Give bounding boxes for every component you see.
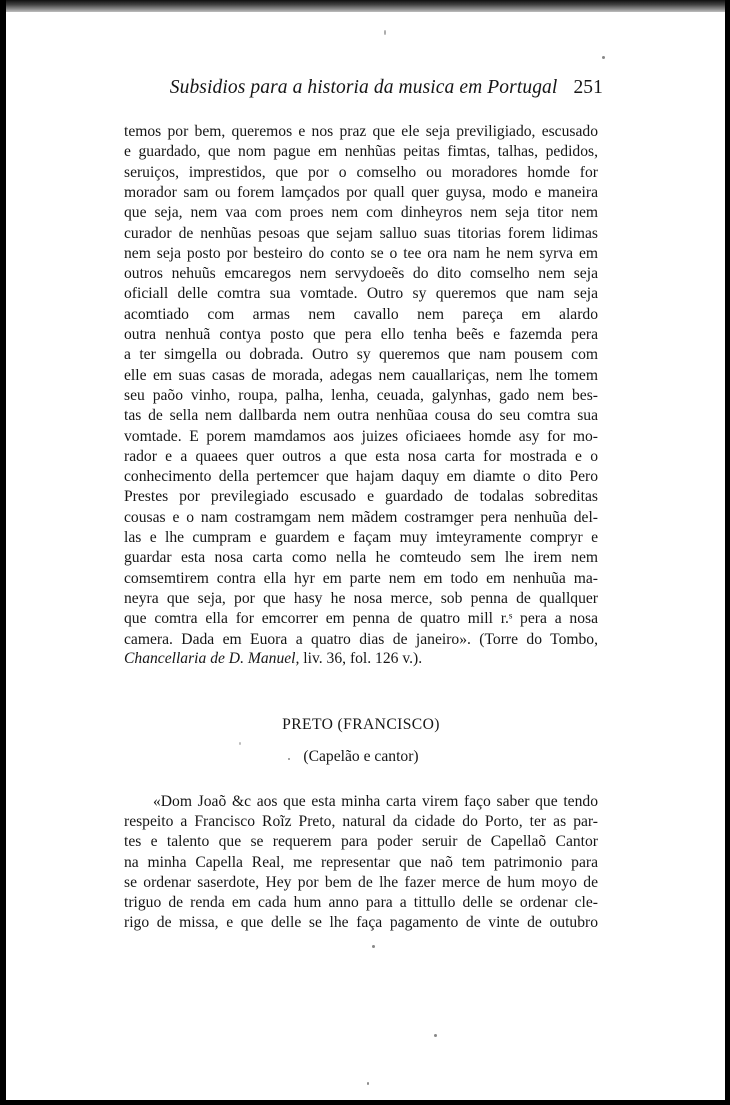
- text-line: temos por bem, queremos e nos praz que ele seja previligiado, escusado: [124, 123, 598, 140]
- text-line: outra nenhuã contya posto que pera ello tenha beẽs e fazemda pera: [124, 326, 598, 343]
- entry-heading: PRETO (FRANCISCO): [282, 716, 440, 733]
- text-line: tas de sella nem dallbarda nem outra nenhũaa cousa do seu comtra sua: [124, 407, 598, 425]
- text-line: camera. Dada em Euora a quatro dias de janeiro». (Torre do Tombo,: [124, 630, 598, 648]
- text-line: seu paõo vinho, roupa, palha, lenha, ceuada, galynhas, gado nem bes-: [124, 386, 598, 404]
- scan-top-edge: [6, 0, 725, 12]
- text-line: na minha Capella Real, me representar que naõ tem patrimonio para: [124, 853, 598, 871]
- text-line: neyra que seja, por que hasy he nosa merce, sob penna de quallquer: [124, 589, 598, 607]
- scan-speck: [434, 1034, 437, 1037]
- page-number: 251: [573, 77, 603, 98]
- text-line: se ordenar saserdote, Hey por bem de lhe fazer merce de hum moyo de: [124, 873, 598, 891]
- section-1-final-line: [124, 649, 598, 669]
- text-line: conhecimento della pertemcer que hajam daquy em diamte o dito Pero: [124, 468, 598, 486]
- text-line: comsemtirem contra ella hyr em parte nem em todo em nenhuũa ma-: [124, 569, 598, 587]
- scan-speck: [367, 1082, 369, 1085]
- text-line: Prestes por previlegiado escusado e guardado de todalas sobreditas: [124, 488, 598, 506]
- text-line: guardar esta nosa carta como nella he comteudo sem lhe irem nem: [124, 549, 598, 567]
- text-line: tes e talento que se requerem para poder seruir de Capellaõ Cantor: [124, 833, 598, 851]
- text-line: elle em suas casas de morada, adegas nem cauallariças, nem lhe tomem: [124, 366, 598, 384]
- text-line: nem seja posto por besteiro do conto se o tee ora nam he nem syrva em: [124, 244, 598, 262]
- text-line: outros nehuũs emcaregos nem servydoeẽs do dito comselho nem seja: [124, 265, 598, 283]
- text-line: oficiall delle comtra sua vomtade. Outro sy queremos que nam seja: [124, 285, 598, 303]
- text-line: curador de nenhũas pesoas que sejam salluo suas titorias forem lidimas: [124, 224, 598, 242]
- running-head: [124, 77, 603, 99]
- text-line: seruiços, imprestidos, que por o comselho ou moradores homde for: [124, 163, 598, 181]
- running-head-title: Subsidios para a historia da musica em Portugal: [169, 77, 558, 98]
- scan-speck: [372, 945, 375, 948]
- text-line: rador e a quaees quer outros a que esta nosa carta for mostrada e o: [124, 447, 598, 465]
- text-line: triguo de renda em cada hum anno para a tittullo delle se ordenar cle-: [124, 894, 598, 911]
- scan-speck: [288, 758, 290, 760]
- text-line: «Dom Joaõ &c aos que esta minha carta virem faço saber que tendo: [153, 793, 598, 810]
- text-line: que seja, nem vaa com proes nem com dinheyros nem seja titor nem: [124, 204, 598, 222]
- entry-subheading: (Capelão e cantor): [303, 748, 419, 765]
- text-line: a ter simgella ou dobrada. Outro sy queremos que nam pousem com: [124, 346, 598, 364]
- text-line: morador sam ou forem lamçados por quall quer guysa, modo e maneira: [124, 183, 598, 201]
- scan-speck: [384, 30, 386, 35]
- text-line: acomtiado com armas nem cavallo nem pareça em alardo: [124, 305, 598, 323]
- text-line: las e lhe cumpram e guardem e façam muy imteyramente compryr e: [124, 529, 598, 546]
- text-line: respeito a Francisco Roĩz Preto, natural da cidade do Porto, ter as par-: [124, 813, 598, 831]
- text-line: e guardado, que nom pague em nenhũas peitas fimtas, talhas, pedidos,: [124, 143, 598, 161]
- text-line: vomtade. E porem mamdamos aos juizes oficiaees homde asy for mo-: [124, 427, 598, 445]
- text-line: que comtra ella for emcorrer em penna de quatro mill r.ˢ pera a nosa: [124, 610, 598, 628]
- text-line: rigo de missa, e que delle se lhe faça pagamento de vinte de outubro: [124, 914, 598, 932]
- citation-rest: liv. 36, fol. 126 v.).: [299, 650, 423, 667]
- citation-title: Chancellaria de D. Manuel,: [124, 650, 300, 667]
- scan-speck: [602, 56, 605, 59]
- scan-speck: [239, 742, 241, 745]
- text-line: cousas e o nam costramgam nem mãdem costramger pera nenhuũa del-: [124, 508, 598, 526]
